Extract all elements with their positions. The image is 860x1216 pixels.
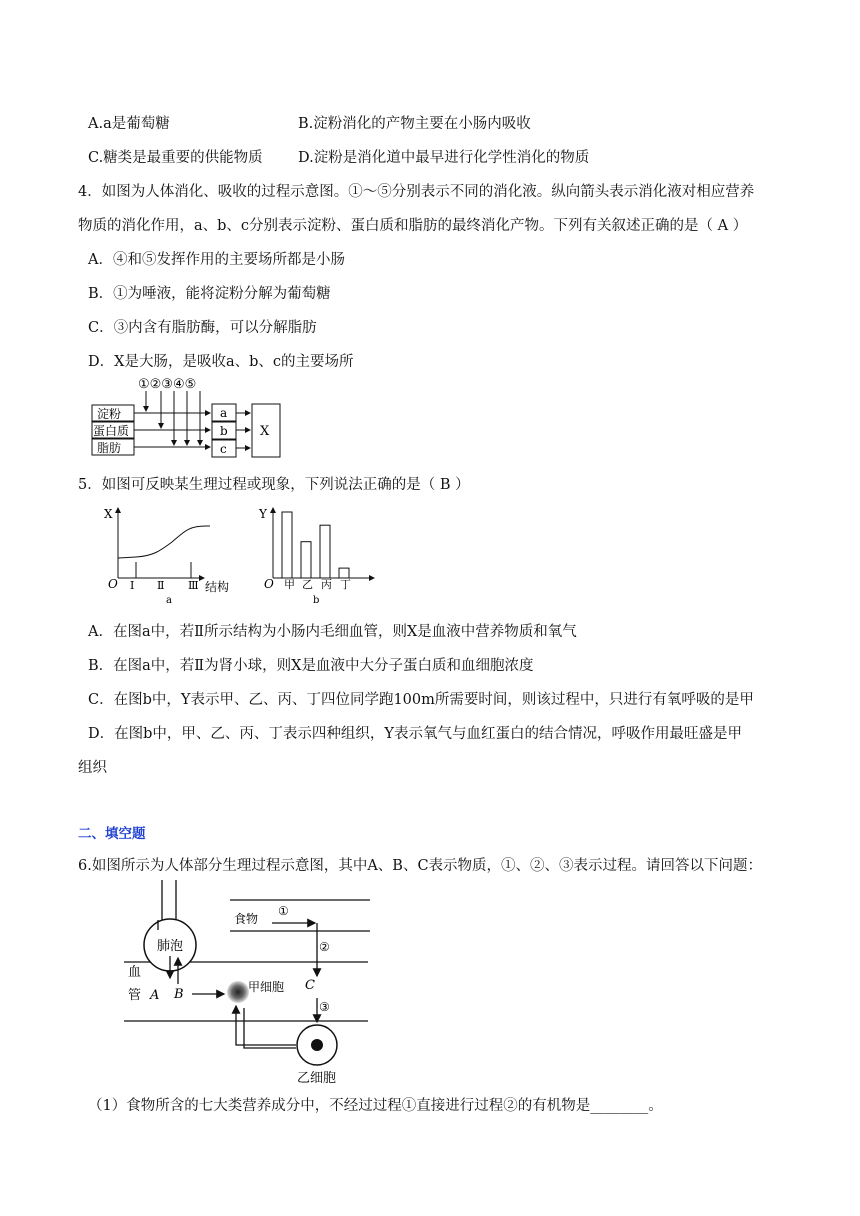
- graph-a-tick-2: Ⅱ: [157, 579, 165, 592]
- step-1: ①: [278, 904, 289, 918]
- vessel-label-top: 血: [128, 965, 142, 980]
- graph-a-x-label: 结构: [205, 580, 230, 594]
- nutrient-fat: 脂肪: [97, 441, 122, 455]
- digestion-diagram: [90, 375, 290, 465]
- nutrient-starch: 淀粉: [97, 407, 122, 421]
- cell-yi-label: 乙细胞: [297, 1071, 337, 1085]
- nutrient-protein: 蛋白质: [93, 424, 130, 438]
- graph-b-caption: b: [313, 595, 320, 606]
- vessel-label-bottom: 管: [128, 988, 142, 1003]
- food-label: 食物: [234, 912, 259, 926]
- physiology-diagram: [120, 880, 380, 1085]
- graph-a-tick-3: Ⅲ: [188, 579, 199, 592]
- cell-jia-label: 甲细胞: [248, 980, 285, 994]
- q4-stem-line1: 4．如图为人体消化、吸收的过程示意图。①～⑤分别表示不同的消化液。纵向箭头表示消化液对相应营养: [78, 184, 755, 200]
- cell-jia: [227, 981, 249, 1003]
- label-b: B: [174, 987, 184, 1002]
- juices-label: ①②③④⑤: [138, 377, 197, 392]
- step-3: ③: [319, 1000, 330, 1014]
- graph-a-y-label: X: [104, 507, 113, 521]
- graph-b-bar-jia: [282, 512, 292, 578]
- product-a: a: [220, 406, 228, 420]
- graph-b: [256, 502, 384, 606]
- graph-a-curve: [118, 526, 210, 558]
- graph-b-bar-bing: [320, 525, 330, 578]
- organ-x: X: [260, 424, 270, 439]
- q3-option-d: D.淀粉是消化道中最早进行化学性消化的物质: [298, 150, 590, 166]
- q4-option-b: B．①为唾液，能将淀粉分解为葡萄糖: [88, 286, 331, 302]
- graph-a-tick-1: Ⅰ: [130, 579, 135, 592]
- q6-stem: 6.如图所示为人体部分生理过程示意图，其中A、B、C表示物质，①、②、③表示过程。请回答以下问题：: [78, 858, 763, 874]
- graph-b-cat-bing: 丙: [321, 578, 332, 591]
- label-c: C: [305, 978, 315, 993]
- q6-sub1: （1）食物所含的七大类营养成分中，不经过过程①直接进行过程②的有机物是________。: [88, 1098, 663, 1114]
- q4-stem-line2: 物质的消化作用，a、b、c分别表示淀粉、蛋白质和脂肪的最终消化产物。下列有关叙述正确的是（ A ）: [78, 218, 748, 234]
- graph-b-cat-ding: 丁: [340, 578, 351, 591]
- q5-option-a: A．在图a中，若Ⅱ所示结构为小肠内毛细血管，则X是血液中营养物质和氧气: [88, 624, 577, 640]
- q3-option-b: B.淀粉消化的产物主要在小肠内吸收: [298, 116, 531, 132]
- graph-a-caption: a: [166, 595, 172, 606]
- product-c: c: [220, 442, 227, 456]
- q5-option-b: B．在图a中，若Ⅱ为肾小球，则X是血液中大分子蛋白质和血细胞浓度: [88, 658, 534, 674]
- alveolus-label: 肺泡: [157, 939, 184, 954]
- graph-b-cat-jia: 甲: [284, 578, 295, 591]
- section-title-fill-in: 二、填空题: [78, 826, 146, 842]
- graph-b-bar-yi: [301, 542, 311, 578]
- graph-b-bar-ding: [339, 568, 349, 578]
- q4-option-d: D．X是大肠，是吸收a、b、c的主要场所: [88, 354, 354, 370]
- graph-a-origin: O: [108, 577, 118, 591]
- q5-option-c: C．在图b中，Y表示甲、乙、丙、丁四位同学跑100m所需要时间，则该过程中，只进行有氧呼吸的是甲: [88, 692, 754, 708]
- q3-option-a: A.a是葡萄糖: [88, 116, 170, 132]
- product-b: b: [220, 424, 228, 438]
- q5-stem: 5．如图可反映某生理过程或现象，下列说法正确的是（ B ）: [78, 477, 470, 493]
- q5-option-d-line2: 组织: [78, 760, 107, 776]
- q4-option-c: C．③内含有脂肪酶，可以分解脂肪: [88, 320, 317, 336]
- graph-b-origin: O: [264, 577, 274, 591]
- graph-b-y-label: Y: [259, 507, 267, 521]
- q4-option-a: A．④和⑤发挥作用的主要场所都是小肠: [88, 252, 345, 268]
- label-a: A: [150, 988, 160, 1003]
- graph-a: [98, 502, 246, 606]
- step-2: ②: [319, 940, 330, 954]
- q5-option-d-line1: D．在图b中，甲、乙、丙、丁表示四种组织，Y表示氧气与血红蛋白的结合情况，呼吸作用最旺盛是甲: [88, 726, 742, 742]
- graph-b-cat-yi: 乙: [302, 578, 313, 591]
- q3-option-c: C.糖类是最重要的供能物质: [88, 150, 263, 166]
